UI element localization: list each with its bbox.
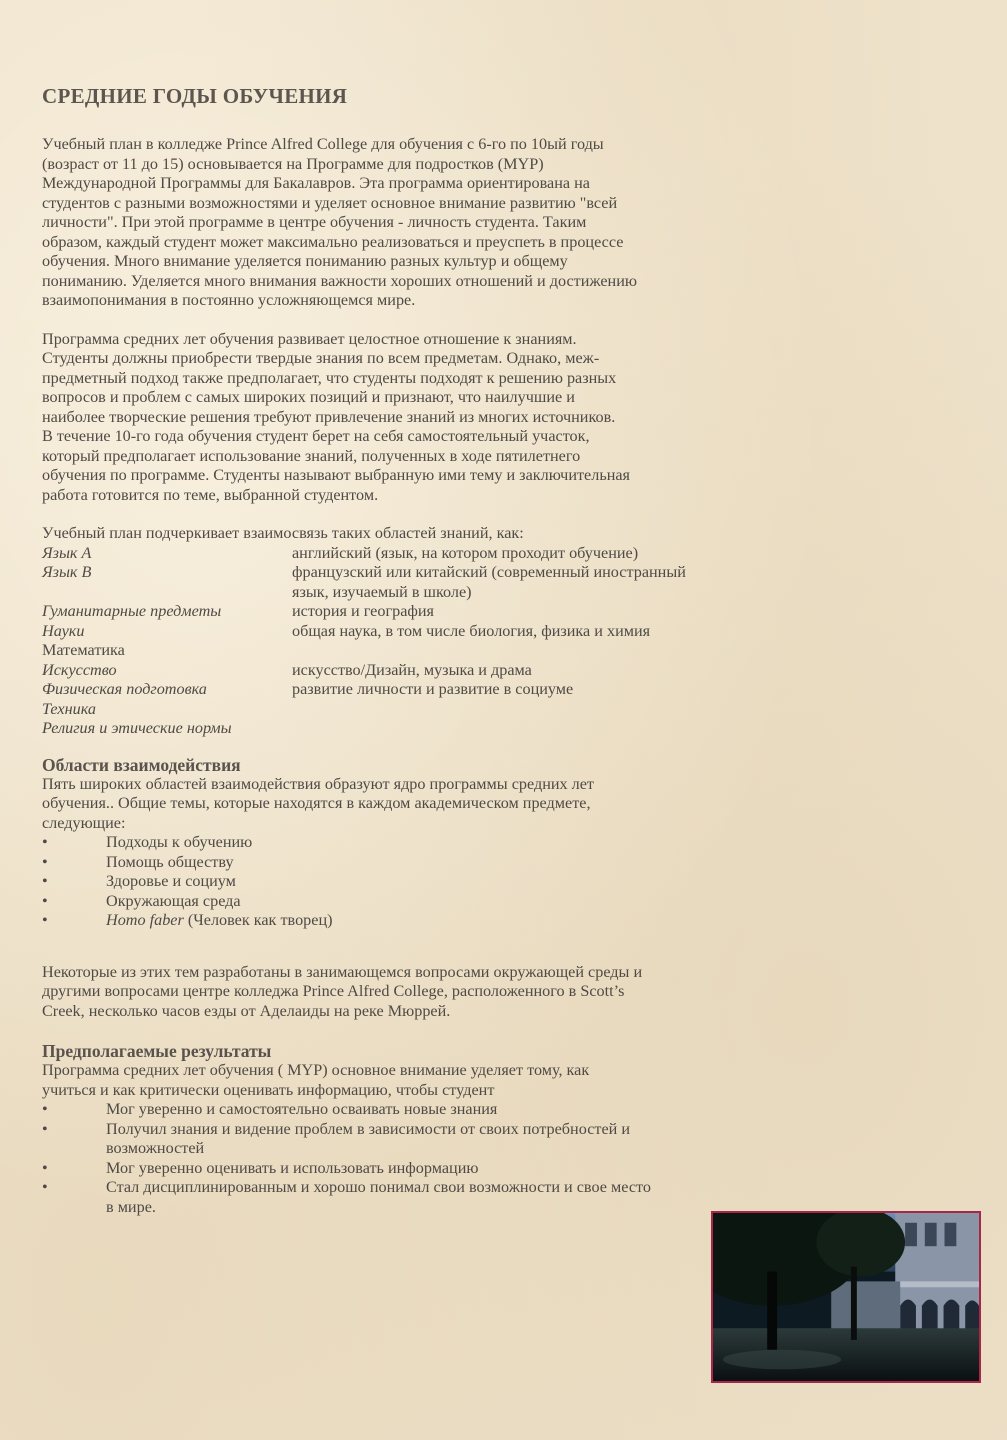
subject-row [42,719,792,739]
bullet-icon: • [42,1158,48,1177]
intro-line: пониманию. Уделяется много внимания важности хороших отношений и достижению [42,271,637,290]
list-item [42,911,792,931]
program-line: который предполагает использование знаний, полученных в ходе пятилетнего [42,446,581,465]
intro-line: студентов с разными возможностями и уделяет основное внимание развитию "всей [42,193,618,212]
subject-name: Физическая подготовка [42,680,207,698]
list-item [42,833,792,853]
list-item-text: Homo faber (Человек как творец) [106,911,333,929]
list-item-text: Подходы к обучению [106,833,253,851]
list-item-text: Здоровье и социум [106,872,236,890]
intro-line: Учебный план в колледже Prince Alfred College для обучения с 6-го по 10ый годы [42,135,604,153]
results-text [42,1061,792,1100]
bullet-icon: • [42,852,48,871]
subject-row [42,602,792,622]
intro-line: обучения. Много внимание уделяется пониманию разных культур и общему [42,252,568,270]
subject-row [42,622,792,642]
results-text-line: Программа средних лет обучения ( MYP) основное внимание уделяет тому, как [42,1061,590,1079]
subject-description: общая наука, в том числе биология, физика и химия [292,621,651,640]
subject-description: язык, изучаемый в школе) [292,582,472,601]
list-item [42,1120,792,1159]
interaction-text [42,775,792,834]
interaction-text-line: Пять широких областей взаимодействия образуют ядро программы средних лет [42,774,595,793]
list-item-text: Помощь обществу [106,852,234,871]
results-text-line: учиться и как критически оценивать информацию, чтобы студент [42,1080,495,1099]
subject-name: Науки [42,621,85,640]
program-paragraph [42,330,792,506]
college-photo [711,1211,981,1383]
subject-name: Гуманитарные предметы [42,602,222,620]
intro-line: взаимопонимания в постоянно усложняющемся мире. [42,291,416,309]
program-line: Студенты должны приобрести твердые знания по всем предметам. Однако, меж- [42,349,600,367]
bullet-icon: • [42,891,48,910]
intro-line: личности". При этой программе в центре обучения - личность студента. Таким [42,213,587,231]
list-item-text: Мог уверенно оценивать и использовать информацию [106,1158,479,1177]
program-line: наиболее творческие решения требуют привлечение знаний из многих источников. [42,407,616,426]
subject-name: Математика [42,641,125,659]
list-item-text: Мог уверенно и самостоятельно осваивать новые знания [106,1100,498,1118]
interaction-heading: Области взаимодействия [42,754,241,775]
program-line: предметный подход также предполагает, что студенты подходят к решению разных [42,368,617,387]
intro-line: Международной Программы для Бакалавров. Эта программа ориентирована на [42,174,590,192]
program-line: обучения по программе. Студенты называют выбранную ими тему и заключительная [42,466,630,484]
environment-line: Некоторые из этих тем разработаны в занимающемся вопросами окружающей среды и [42,962,643,981]
program-line: Программа средних лет обучения развивает целостное отношение к знаниям. [42,329,577,348]
interaction-text-line: обучения.. Общие темы, которые находятся в каждом академическом предмете, [42,794,591,812]
results-list [42,1100,792,1217]
subject-name: Искусство [42,660,117,679]
bullet-icon: • [42,1119,48,1138]
subject-description: история и география [292,602,434,620]
subjects-list [42,544,792,739]
subject-name: Религия и этические нормы [42,719,232,737]
interaction-text-line: следующие: [42,813,126,832]
subject-row [42,544,792,564]
subject-description: английский (язык, на котором проходит обучение) [292,543,639,562]
subject-row [42,583,792,603]
bullet-icon: • [42,872,48,890]
environment-line: другими вопросами центре колледжа Prince Alfred College, расположенного в Scott’s [42,982,625,1000]
subject-row [42,680,792,700]
program-line: работа готовится по теме, выбранной студентом. [42,485,379,504]
subject-description: французский или китайский (современный иностранный [292,563,686,581]
subject-row [42,700,792,720]
intro-paragraph [42,135,792,311]
bullet-icon: • [42,911,48,929]
bullet-icon: • [42,1100,48,1118]
bullet-icon: • [42,1178,48,1196]
bullet-icon: • [42,833,48,851]
subject-name: Техника [42,699,96,718]
subject-description: развитие личности и развитие в социуме [292,680,574,698]
subject-name: Язык А [42,543,92,562]
subject-description: искусство/Дизайн, музыка и драма [292,660,532,679]
list-item [42,853,792,873]
intro-line: (возраст от 11 до 15) основывается на Программе для подростков (MYP) [42,154,544,173]
results-heading: Предполагаемые результаты [42,1041,272,1061]
environment-paragraph [42,963,792,1022]
list-item-text: Получил знания и видение проблем в зависимости от своих потребностей и возможностей [106,1119,631,1157]
document-page [42,84,792,1217]
subject-row [42,661,792,681]
intro-line: образом, каждый студент может максимально реализоваться и преуспеть в процессе [42,232,624,251]
curriculum-intro: Учебный план подчеркивает взаимосвязь таких областей знаний, как: [42,524,524,542]
list-item [42,1100,792,1120]
subject-name: Язык В [42,563,92,581]
subject-name [42,583,292,603]
list-item-text: Окружающая среда [106,891,241,910]
subject-description [292,641,792,661]
list-item [42,892,792,912]
subject-row [42,563,792,583]
list-item-text: Стал дисциплинированным и хорошо понимал свои возможности и свое место в мире. [106,1178,651,1216]
program-line: вопросов и проблем с самых широких позиций и признают, что наилучшие и [42,388,575,406]
subject-description [292,719,792,739]
list-item [42,1178,792,1217]
list-item [42,1159,792,1179]
list-item [42,872,792,892]
program-line: В течение 10-го года обучения студент берет на себя самостоятельный участок, [42,427,590,445]
environment-line: Creek, несколько часов езды от Аделаиды на реке Мюррей. [42,1001,451,1020]
interaction-list [42,833,792,931]
subject-description [292,700,792,720]
subject-row [42,641,792,661]
page-title: СРЕДНИЕ ГОДЫ ОБУЧЕНИЯ [42,84,348,108]
